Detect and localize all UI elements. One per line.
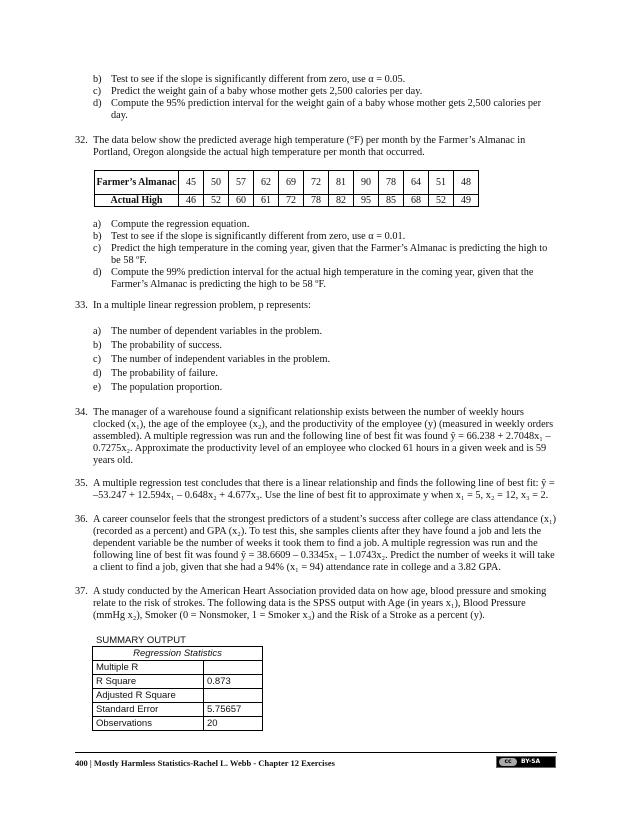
- item-text: Test to see if the slope is significantly different from zero, use α = 0.05.: [111, 74, 406, 85]
- table-cell: 50: [204, 171, 229, 195]
- stat-value: 5.75657: [204, 703, 263, 717]
- stat-label: Multiple R: [93, 661, 204, 675]
- question-text: (mmHg x₂), Smoker (0 = Nonsmoker, 1 = Smoker x₃) and the Risk of a Stroke as a percent (y).: [93, 610, 485, 621]
- stat-label: Observations: [93, 717, 204, 731]
- item-label: c): [93, 86, 101, 97]
- question-number: 34.: [75, 407, 88, 418]
- item-text: Predict the high temperature in the coming year, given that the Farmer’s Almanac is predicting the high to: [111, 243, 548, 254]
- stat-value: 20: [204, 717, 263, 731]
- option-label: d): [93, 368, 102, 379]
- table-row: [93, 703, 263, 717]
- table-header: Regression Statistics: [93, 647, 263, 661]
- row-header: Farmer’s Almanac: [95, 171, 179, 195]
- question-number: 37.: [75, 586, 88, 597]
- table-cell: 46: [179, 195, 204, 207]
- stat-label: R Square: [93, 675, 204, 689]
- table-row: [95, 171, 479, 195]
- table-cell: 78: [304, 195, 329, 207]
- question-text: In a multiple linear regression problem, p represents:: [93, 300, 311, 311]
- item-label: c): [93, 243, 101, 254]
- stat-label: Standard Error: [93, 703, 204, 717]
- stat-value: 0.873: [204, 675, 263, 689]
- table-row: [93, 647, 263, 661]
- table-cell: 82: [329, 195, 354, 207]
- table-cell: 95: [354, 195, 379, 207]
- item-label: b): [93, 231, 102, 242]
- option-label: c): [93, 354, 101, 365]
- cc-license-badge[interactable]: [496, 756, 556, 768]
- question-text: The manager of a warehouse found a significant relationship exists between the number of weekly hours: [93, 407, 524, 418]
- item-text: day.: [111, 110, 128, 121]
- table-row: [93, 689, 263, 703]
- table-cell: 81: [329, 171, 354, 195]
- question-number: 33.: [75, 300, 88, 311]
- question-text: dependent variable be the number of weeks it took them to find a job. A multiple regression was run and the: [93, 538, 538, 549]
- cc-icon: cc: [499, 758, 517, 766]
- question-text: A career counselor feels that the strongest predictors of a student’s success after college are class attendance (x₁): [93, 514, 557, 525]
- stat-value: [204, 661, 263, 675]
- option-text: The number of independent variables in the problem.: [111, 354, 331, 365]
- temperature-table: [94, 170, 479, 207]
- question-text: clocked (x₁), the age of the employee (x₂), and the productivity of the employee (y) (measured in weekly orders: [93, 419, 554, 430]
- table-cell: 51: [429, 171, 454, 195]
- question-text: The data below show the predicted average high temperature (°F) per month by the Farmer’s Almanac in: [93, 135, 526, 146]
- table-row: [93, 661, 263, 675]
- question-text: relate to the risk of strokes. The following data is the SPSS output with Age (in years x₁), Blood Pressure: [93, 598, 526, 609]
- table-cell: 69: [279, 171, 304, 195]
- row-header: Actual High: [95, 195, 179, 207]
- table-cell: 52: [204, 195, 229, 207]
- table-row: [95, 195, 479, 207]
- option-label: a): [93, 326, 101, 337]
- question-text: A study conducted by the American Heart Association provided data on how age, blood pressure and smoking: [93, 586, 547, 597]
- table-cell: 45: [179, 171, 204, 195]
- table-row: [93, 717, 263, 731]
- question-number: 36.: [75, 514, 88, 525]
- option-label: b): [93, 340, 102, 351]
- question-number: 32.: [75, 135, 88, 146]
- table-cell: 72: [304, 171, 329, 195]
- item-label: b): [93, 74, 102, 85]
- question-text: –53.247 + 12.594x₁ – 0.648x₂ + 4.677x₃. Use the line of best fit to approximate y when x₁ = 5, x₂ = 12, x₃ = 2.: [93, 490, 549, 501]
- question-text: 0.7275x₂. Approximate the productivity level of an employee who clocked 61 hours in a given week and is 59: [93, 443, 547, 454]
- page-footer: 400 | Mostly Harmless Statistics-Rachel L. Webb - Chapter 12 Exercises: [75, 758, 335, 768]
- option-text: The probability of failure.: [111, 368, 218, 379]
- table-cell: 57: [229, 171, 254, 195]
- table-cell: 68: [404, 195, 429, 207]
- question-text: years old.: [93, 455, 134, 466]
- stat-label: Adjusted R Square: [93, 689, 204, 703]
- item-text: Farmer’s Almanac is predicting the high to be 58 ºF.: [111, 279, 326, 290]
- summary-output-title: SUMMARY OUTPUT: [96, 635, 186, 646]
- item-label: d): [93, 267, 102, 278]
- question-text: (recorded as a percent) and GPA (x₂). To test this, she samples clients after they have found a job and lets the: [93, 526, 542, 537]
- item-text: Predict the weight gain of a baby whose mother gets 2,500 calories per day.: [111, 86, 423, 97]
- table-cell: 60: [229, 195, 254, 207]
- item-text: Compute the 95% prediction interval for the weight gain of a baby whose mother gets 2,500 calories per: [111, 98, 542, 109]
- table-cell: 61: [254, 195, 279, 207]
- item-label: d): [93, 98, 102, 109]
- table-cell: 52: [429, 195, 454, 207]
- table-row: [93, 675, 263, 689]
- option-text: The number of dependent variables in the problem.: [111, 326, 323, 337]
- table-cell: 90: [354, 171, 379, 195]
- table-cell: 72: [279, 195, 304, 207]
- item-label: a): [93, 219, 101, 230]
- item-text: Compute the regression equation.: [111, 219, 250, 230]
- table-cell: 48: [454, 171, 479, 195]
- table-cell: 64: [404, 171, 429, 195]
- table-cell: 49: [454, 195, 479, 207]
- table-cell: 78: [379, 171, 404, 195]
- question-text: assembled). A multiple regression was run and the following line of best fit was found ŷ = 66.238 + 2.7048x₁ –: [93, 431, 551, 442]
- regression-statistics-table: [92, 646, 263, 731]
- table-cell: 62: [254, 171, 279, 195]
- item-text: Compute the 99% prediction interval for the actual high temperature in the coming year, given that the: [111, 267, 534, 278]
- option-text: The probability of success.: [111, 340, 222, 351]
- option-label: e): [93, 382, 101, 393]
- question-text: Portland, Oregon alongside the actual high temperature per month that occurred.: [93, 147, 425, 158]
- table-cell: 85: [379, 195, 404, 207]
- option-text: The population proportion.: [111, 382, 223, 393]
- question-text: A multiple regression test concludes that there is a linear relationship and finds the following line of best fit: ŷ =: [93, 478, 555, 489]
- footer-divider: [75, 752, 557, 753]
- question-text: following line of best fit was found ŷ = 38.6609 – 0.3345x₁ – 1.0743x₂. Predict the number of weeks it will take: [93, 550, 555, 561]
- question-text: a client to find a job, given that she had a 94% (x₁ = 94) attendance rate in college and a 3.82 GPA.: [93, 562, 501, 573]
- item-text: Test to see if the slope is significantly different from zero, use α = 0.01.: [111, 231, 406, 242]
- item-text: be 58 ºF.: [111, 255, 147, 266]
- question-number: 35.: [75, 478, 88, 489]
- stat-value: [204, 689, 263, 703]
- license-text: BY-SA: [521, 758, 541, 765]
